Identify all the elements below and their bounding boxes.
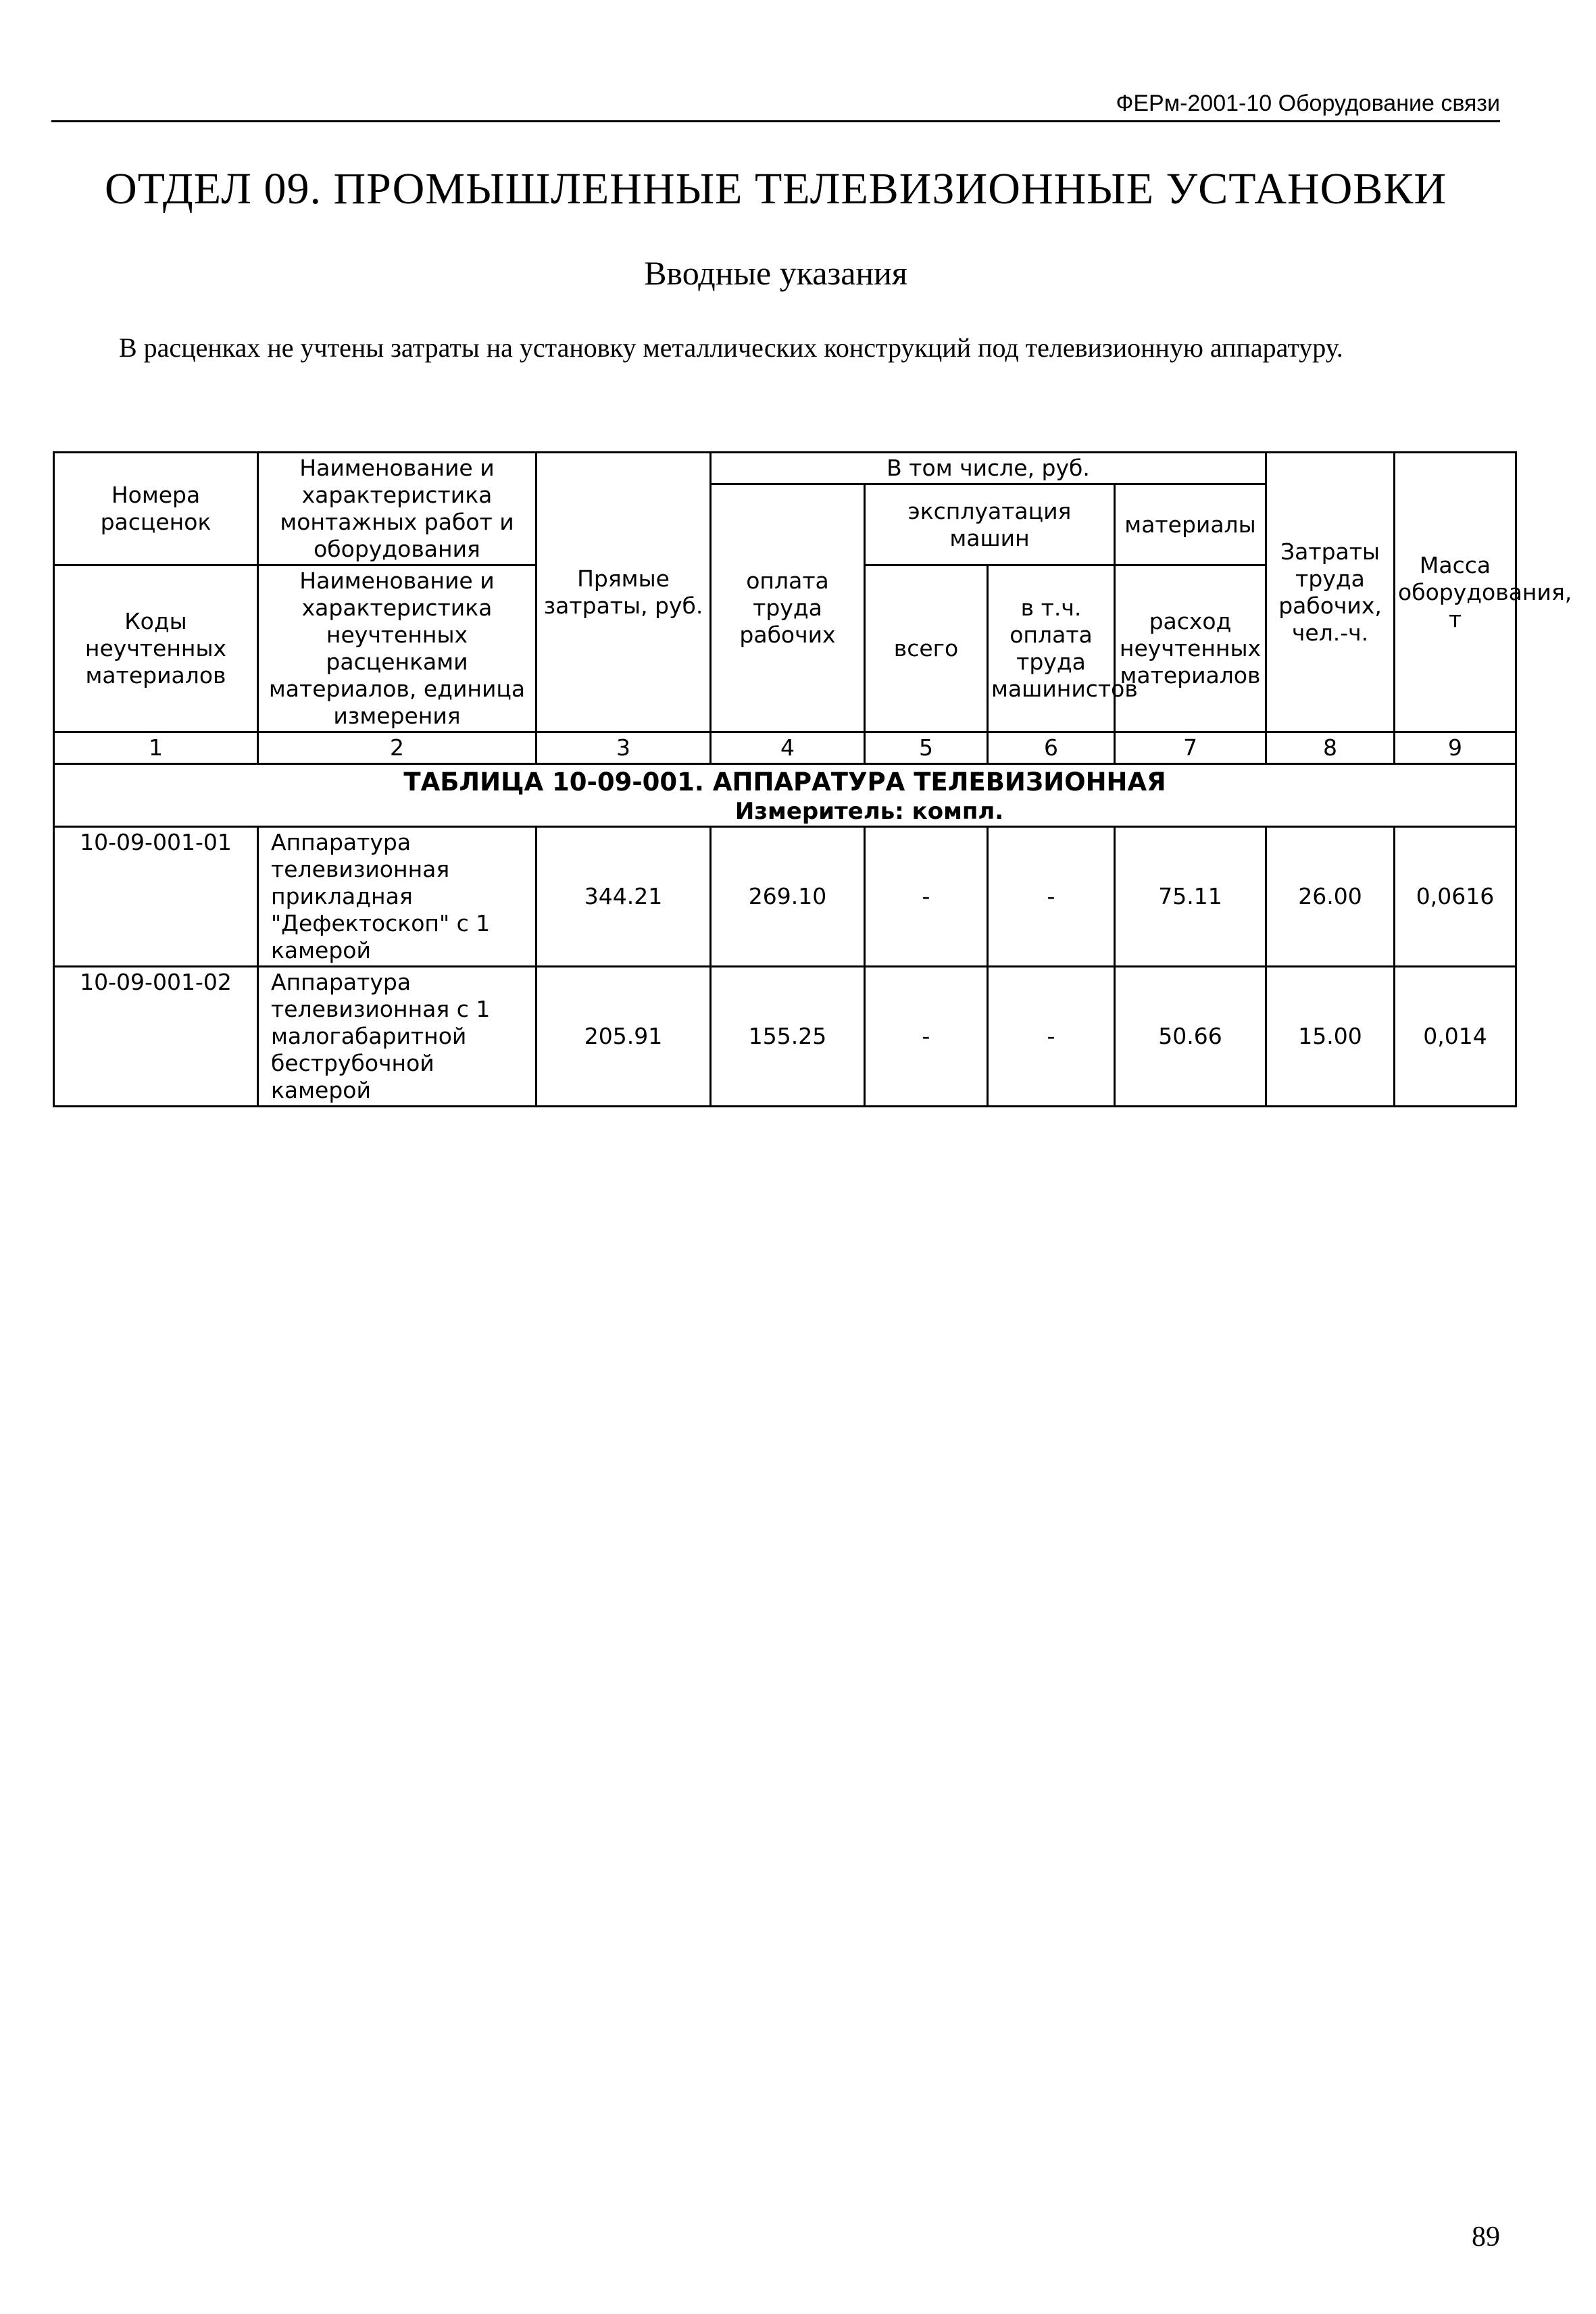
header-machines: эксплуатация машин bbox=[865, 484, 1115, 565]
rate-name: Аппаратура телевизионная прикладная "Дефектоскоп" с 1 камерой bbox=[258, 827, 537, 967]
column-number: 3 bbox=[537, 732, 711, 764]
table-title: ТАБЛИЦА 10-09-001. АППАРАТУРА ТЕЛЕВИЗИОННАЯ bbox=[403, 768, 1166, 797]
header-rate-numbers: Номера расценок bbox=[54, 453, 258, 565]
column-number: 5 bbox=[865, 732, 988, 764]
column-number: 8 bbox=[1266, 732, 1395, 764]
section-title: ОТДЕЛ 09. ПРОМЫШЛЕННЫЕ ТЕЛЕВИЗИОННЫЕ УСТАНОВКИ bbox=[104, 164, 1447, 213]
header-machinist-wages: в т.ч. оплата труда машинистов bbox=[988, 565, 1115, 732]
header-including: В том числе, руб. bbox=[711, 453, 1266, 484]
column-number: 9 bbox=[1395, 732, 1516, 764]
materials-value: 50.66 bbox=[1115, 967, 1266, 1107]
header-direct-costs: Прямые затраты, руб. bbox=[537, 453, 711, 732]
rate-name: Аппаратура телевизионная с 1 малогабаритной беструбочной камерой bbox=[258, 967, 537, 1107]
labor-value: 15.00 bbox=[1266, 967, 1395, 1107]
column-number: 7 bbox=[1115, 732, 1266, 764]
table-unit: Измеритель: компл. bbox=[734, 798, 1004, 825]
machinist-wages-value: - bbox=[988, 827, 1115, 967]
direct-costs-value: 344.21 bbox=[537, 827, 711, 967]
table-title-row bbox=[54, 764, 1516, 827]
mass-value: 0,0616 bbox=[1395, 827, 1516, 967]
rates-table bbox=[53, 451, 1572, 1107]
direct-costs-value: 205.91 bbox=[537, 967, 711, 1107]
rate-code: 10-09-001-02 bbox=[54, 967, 258, 1107]
header-machines-total: всего bbox=[865, 565, 988, 732]
header-wages: оплата труда рабочих bbox=[711, 484, 865, 732]
header-labor: Затраты труда рабочих, чел.-ч. bbox=[1266, 453, 1395, 732]
rate-code: 10-09-001-01 bbox=[54, 827, 258, 967]
column-number: 1 bbox=[54, 732, 258, 764]
column-number: 4 bbox=[711, 732, 865, 764]
column-numbers-row bbox=[54, 732, 1516, 764]
header-materials: материалы bbox=[1115, 484, 1266, 565]
header-work-name: Наименование и характеристика монтажных работ и оборудования bbox=[258, 453, 537, 565]
wages-value: 155.25 bbox=[711, 967, 865, 1107]
machinist-wages-value: - bbox=[988, 967, 1115, 1107]
materials-value: 75.11 bbox=[1115, 827, 1266, 967]
intro-paragraph: В расценках не учтены затраты на установку металлических конструкций под телевизионную аппаратуру. bbox=[119, 332, 1343, 363]
column-number: 6 bbox=[988, 732, 1115, 764]
mass-value: 0,014 bbox=[1395, 967, 1516, 1107]
labor-value: 26.00 bbox=[1266, 827, 1395, 967]
table-row bbox=[54, 967, 1516, 1107]
section-subtitle: Вводные указания bbox=[644, 254, 907, 292]
wages-value: 269.10 bbox=[711, 827, 865, 967]
machines-value: - bbox=[865, 967, 988, 1107]
header-unaccounted-codes: Коды неучтенных материалов bbox=[54, 565, 258, 732]
header-unaccounted-name: Наименование и характеристика неучтенных расценками материалов, единица измерения bbox=[258, 565, 537, 732]
table-row bbox=[54, 827, 1516, 967]
header-unaccounted-materials: расход неучтенных материалов bbox=[1115, 565, 1266, 732]
running-header: ФЕРм-2001-10 Оборудование связи bbox=[51, 86, 1500, 122]
column-number: 2 bbox=[258, 732, 537, 764]
machines-value: - bbox=[865, 827, 988, 967]
header-mass: Масса оборудования, т bbox=[1395, 453, 1516, 732]
page-number: 89 bbox=[1472, 2221, 1500, 2253]
